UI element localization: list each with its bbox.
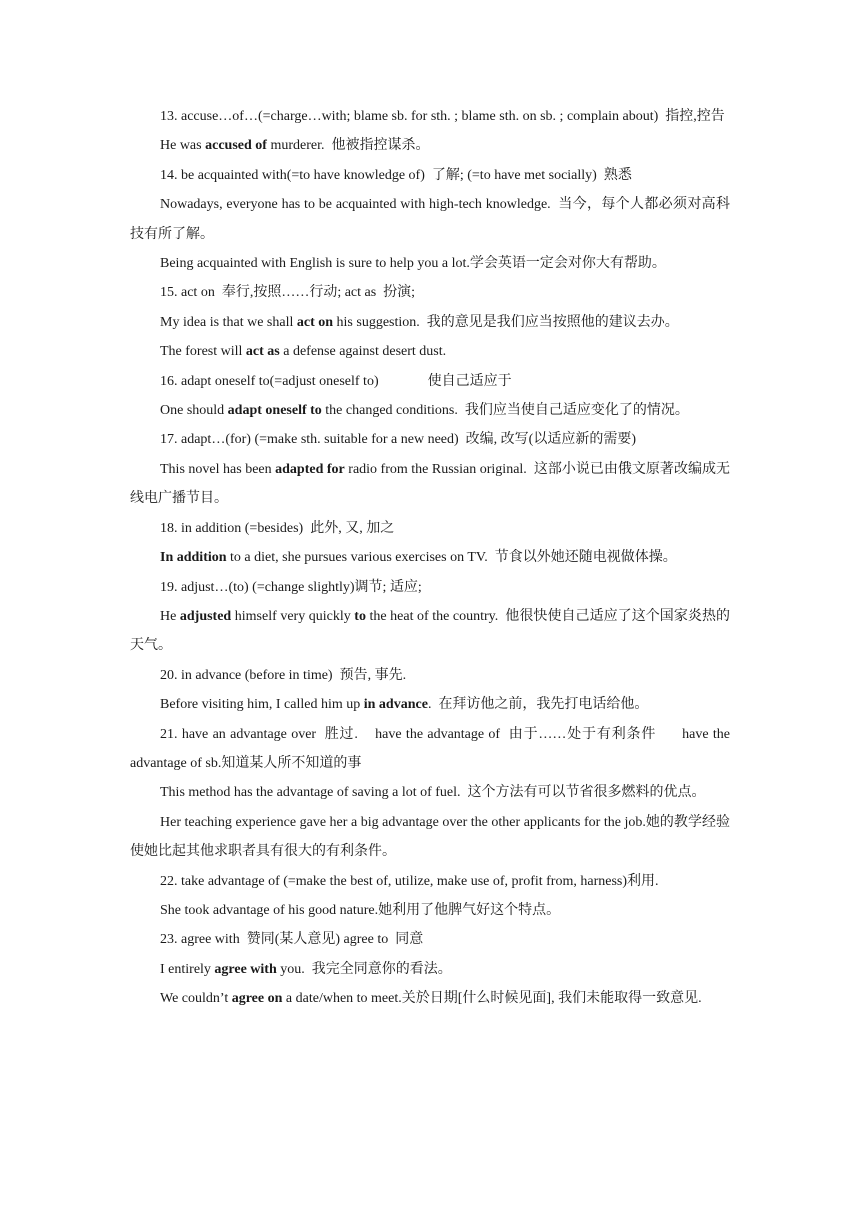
document-paragraph bbox=[130, 131, 730, 160]
bold-phrase: accused of bbox=[205, 138, 267, 154]
document-paragraph bbox=[130, 778, 730, 807]
document-paragraph bbox=[130, 249, 730, 278]
text-segment: Her teaching experience gave her a big advantage over the other applicants for the job.她的教学经验使她比起其他求职者具有很大的有利条件。 bbox=[130, 814, 730, 860]
bold-phrase: act as bbox=[245, 344, 280, 360]
text-segment: 21. have an advantage over 胜过. have the advantage of 由于……处于有利条件 have the advantage of sb.知道某人所不知道的事 bbox=[130, 726, 734, 771]
text-segment: I entirely bbox=[160, 961, 215, 977]
document-paragraph bbox=[130, 543, 730, 572]
document-paragraph bbox=[130, 514, 730, 543]
text-segment: . 在拜访他之前，我先打电话给他。 bbox=[427, 697, 649, 713]
bold-phrase: In addition bbox=[160, 550, 227, 566]
text-segment: 18. in addition (=besides) 此外, 又, 加之 bbox=[160, 520, 395, 536]
document-paragraph bbox=[130, 367, 730, 396]
text-segment: a defense against desert dust. bbox=[279, 344, 447, 360]
text-segment: 23. agree with 赞同(某人意见) agree to 同意 bbox=[160, 932, 424, 948]
document-paragraph bbox=[130, 690, 730, 719]
text-segment: 14. be acquainted with(=to have knowledge of) 了解; (=to have met socially) 熟悉 bbox=[160, 167, 632, 183]
document-paragraph bbox=[130, 278, 730, 307]
text-segment: his suggestion. 我的意见是我们应当按照他的建议去办。 bbox=[333, 314, 679, 330]
text-segment: 13. accuse…of…(=charge…with; blame sb. for sth. ; blame sth. on sb. ; complain about) 指控,控告 bbox=[160, 109, 725, 124]
text-segment: 15. act on 奉行,按照……行动; act as 扮演; bbox=[160, 285, 416, 301]
document-paragraph bbox=[130, 955, 730, 984]
text-segment: 22. take advantage of (=make the best of, utilize, make use of, profit from, harness)利用. bbox=[160, 873, 659, 889]
document-paragraph bbox=[130, 808, 730, 867]
document-paragraph bbox=[130, 161, 730, 190]
text-segment: 17. adapt…(for) (=make sth. suitable for a new need) 改编, 改写(以适应新的需要) bbox=[160, 432, 636, 448]
text-segment: 16. adapt oneself to(=adjust oneself to) 使自己适应于 bbox=[160, 373, 512, 389]
bold-phrase: to bbox=[354, 608, 366, 624]
text-segment: This method has the advantage of saving a lot of fuel. 这个方法有可以节省很多燃料的优点。 bbox=[160, 785, 706, 801]
document-paragraph bbox=[130, 337, 730, 366]
text-segment: murderer. 他被指控谋杀。 bbox=[266, 138, 430, 154]
bold-phrase: in advance bbox=[363, 697, 428, 713]
text-segment: himself very quickly bbox=[231, 608, 355, 624]
text-segment: My idea is that we shall bbox=[160, 314, 297, 330]
document-paragraph bbox=[130, 661, 730, 690]
document-paragraph bbox=[130, 602, 730, 661]
text-segment: He bbox=[160, 608, 180, 624]
bold-phrase: adjusted bbox=[179, 608, 232, 624]
text-segment: 19. adjust…(to) (=change slightly)调节; 适应; bbox=[160, 579, 422, 595]
text-segment: 20. in advance (before in time) 预告, 事先. bbox=[160, 667, 407, 683]
bold-phrase: adapt oneself to bbox=[227, 403, 322, 419]
bold-phrase: agree on bbox=[231, 991, 283, 1007]
bold-phrase: adapted for bbox=[275, 461, 345, 477]
document-paragraph bbox=[130, 396, 730, 425]
text-segment: One should bbox=[160, 403, 228, 419]
text-segment: the heat of the country. 他很快使自己适应了这个国家炎热的天气。 bbox=[130, 608, 730, 654]
text-segment: The forest will bbox=[160, 344, 246, 360]
text-segment: Being acquainted with English is sure to help you a lot.学会英语一定会对你大有帮助。 bbox=[160, 256, 666, 272]
bold-phrase: act on bbox=[296, 314, 334, 330]
document-paragraph bbox=[130, 720, 734, 779]
bold-phrase: agree with bbox=[214, 961, 277, 977]
text-segment: a date/when to meet.关於日期[什么时候见面], 我们未能取得一致意见. bbox=[282, 991, 702, 1007]
text-segment: We couldn’t bbox=[160, 991, 232, 1007]
text-segment: Nowadays, everyone has to be acquainted with high-tech knowledge. 当今，每个人都必须对高科技有所了解。 bbox=[130, 197, 730, 242]
document-paragraph bbox=[130, 925, 730, 954]
text-segment: She took advantage of his good nature.她利用了他脾气好这个特点。 bbox=[160, 902, 561, 918]
document-paragraph bbox=[130, 573, 730, 602]
document-paragraph bbox=[130, 190, 730, 249]
document-page bbox=[130, 102, 734, 1014]
document-paragraph bbox=[130, 425, 730, 454]
text-segment: radio from the Russian original. 这部小说已由俄文原著改编成无线电广播节目。 bbox=[130, 461, 730, 507]
text-segment: you. 我完全同意你的看法。 bbox=[276, 961, 452, 977]
text-segment: This novel has been bbox=[160, 461, 276, 477]
text-segment: the changed conditions. 我们应当使自己适应变化了的情况。 bbox=[321, 403, 689, 419]
document-paragraph bbox=[130, 896, 730, 925]
text-segment: to a diet, she pursues various exercises on TV. 节食以外她还随电视做体操。 bbox=[226, 550, 677, 566]
document-paragraph bbox=[130, 984, 730, 1013]
document-paragraph bbox=[130, 867, 730, 896]
document-paragraph bbox=[130, 308, 730, 337]
document-paragraph bbox=[130, 455, 730, 514]
document-paragraph bbox=[130, 102, 730, 131]
text-segment: Before visiting him, I called him up bbox=[160, 697, 364, 713]
text-segment: He was bbox=[160, 138, 206, 154]
